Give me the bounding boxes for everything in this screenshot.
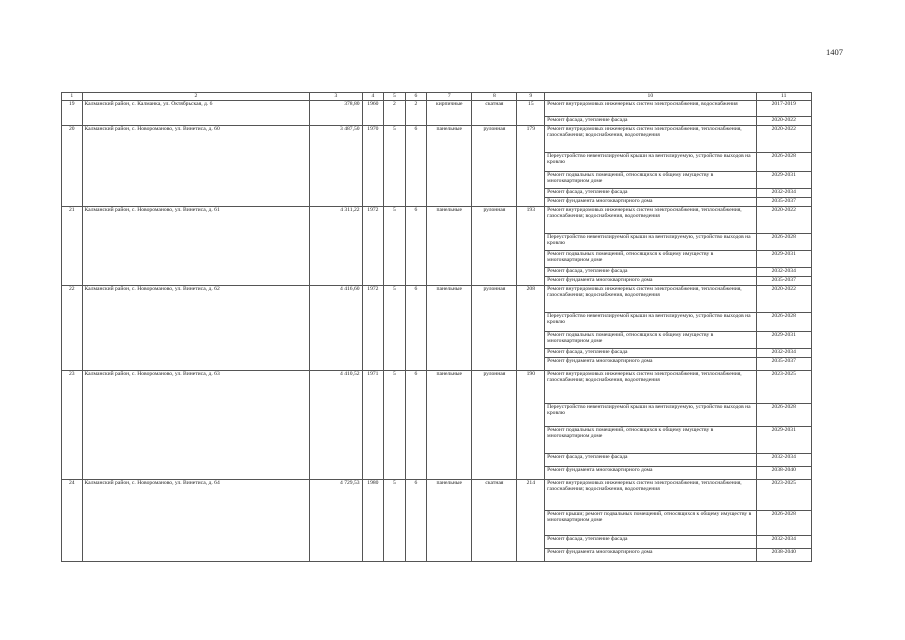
cell-work-period: 2038-2040 bbox=[756, 549, 812, 562]
cell-address: Калманский район, с. Новороманово, ул. Винетиса, д. 62 bbox=[82, 286, 310, 371]
page-number: 1407 bbox=[826, 47, 843, 57]
cell-work-period: 2026-2028 bbox=[756, 313, 812, 332]
cell-floors: 2 bbox=[384, 101, 406, 126]
cell-work-period: 2026-2028 bbox=[756, 404, 812, 427]
cell-num: 24 bbox=[62, 480, 83, 562]
cell-apartments: 179 bbox=[517, 126, 545, 207]
header-cell: 5 bbox=[384, 93, 406, 101]
cell-work-name: Ремонт внутридомовых инженерных систем электроснабжения, теплоснабжения, газоснабжения; водоснабжения, водоотведения bbox=[545, 371, 756, 404]
cell-address: Калманский район, с. Новороманово, ул. Винетиса, д. 63 bbox=[82, 371, 310, 480]
cell-work-name: Ремонт фасада, утепление фасада bbox=[545, 536, 756, 549]
cell-num: 23 bbox=[62, 371, 83, 480]
cell-work-period: 2020-2022 bbox=[756, 117, 812, 126]
cell-work-period: 2026-2028 bbox=[756, 234, 812, 251]
cell-entrances: 6 bbox=[405, 480, 427, 562]
cell-work-name: Ремонт подвальных помещений, относящихся к общему имуществу в многоквартирном доме bbox=[545, 332, 756, 349]
cell-work-name: Ремонт фундамента многоквартирного дома bbox=[545, 467, 756, 480]
cell-work-name: Ремонт крыши; ремонт подвальных помещений, относящихся к общему имуществу в многоквартирном доме bbox=[545, 511, 756, 536]
cell-work-name: Ремонт подвальных помещений, относящихся к общему имуществу в многоквартирном доме bbox=[545, 427, 756, 454]
cell-work-period: 2038-2040 bbox=[756, 467, 812, 480]
cell-work-name: Ремонт фасада, утепление фасада bbox=[545, 268, 756, 277]
record-row bbox=[62, 126, 812, 153]
cell-walls: панельные bbox=[427, 286, 472, 371]
cell-year: 1980 bbox=[362, 480, 384, 562]
cell-walls: панельные bbox=[427, 126, 472, 207]
cell-work-period: 2035-2037 bbox=[756, 358, 812, 371]
cell-year: 1970 bbox=[362, 126, 384, 207]
cell-apartments: 190 bbox=[517, 371, 545, 480]
cell-work-period: 2032-2034 bbox=[756, 536, 812, 549]
cell-work-name: Ремонт подвальных помещений, относящихся к общему имуществу в многоквартирном доме bbox=[545, 251, 756, 268]
cell-roof: рулонная bbox=[472, 371, 517, 480]
cell-entrances: 6 bbox=[405, 207, 427, 286]
cell-floors: 5 bbox=[384, 286, 406, 371]
cell-work-period: 2029-2031 bbox=[756, 172, 812, 189]
cell-work-name: Переустройство невентилируемой крыши на вентилируемую, устройство выходов на кровлю bbox=[545, 234, 756, 251]
cell-work-name: Переустройство невентилируемой крыши на вентилируемую, устройство выходов на кровлю bbox=[545, 404, 756, 427]
cell-floors: 5 bbox=[384, 207, 406, 286]
cell-work-period: 2035-2037 bbox=[756, 198, 812, 207]
cell-walls: панельные bbox=[427, 480, 472, 562]
header-cell: 3 bbox=[310, 93, 362, 101]
header-cell: 1 bbox=[62, 93, 83, 101]
cell-work-name: Переустройство невентилируемой крыши на вентилируемую, устройство выходов на кровлю bbox=[545, 153, 756, 172]
cell-address: Калманский район, с. Новороманово, ул. Винетиса, д. 60 bbox=[82, 126, 310, 207]
cell-work-period: 2017-2019 bbox=[756, 101, 812, 117]
cell-entrances: 2 bbox=[405, 101, 427, 126]
header-cell: 8 bbox=[472, 93, 517, 101]
cell-work-name: Ремонт внутридомовых инженерных систем электроснабжения, теплоснабжения, газоснабжения; водоснабжения, водоотведения bbox=[545, 480, 756, 511]
cell-address: Калманский район, с. Калманка, ул. Октябрьская, д. 6 bbox=[82, 101, 310, 126]
cell-work-name: Ремонт внутридомовых инженерных систем электроснабжения, теплоснабжения, газоснабжения; водоснабжения, водоотведения bbox=[545, 286, 756, 313]
cell-work-period: 2020-2022 bbox=[756, 286, 812, 313]
cell-apartments: 208 bbox=[517, 286, 545, 371]
cell-work-period: 2029-2031 bbox=[756, 332, 812, 349]
cell-work-name: Ремонт фундамента многоквартирного дома bbox=[545, 358, 756, 371]
cell-work-period: 2023-2025 bbox=[756, 371, 812, 404]
cell-work-period: 2023-2025 bbox=[756, 480, 812, 511]
cell-entrances: 6 bbox=[405, 126, 427, 207]
cell-work-name: Ремонт внутридомовых инженерных систем электроснабжения, теплоснабжения, газоснабжения; водоснабжения, водоотведения bbox=[545, 207, 756, 234]
cell-work-name: Ремонт фундамента многоквартирного дома bbox=[545, 198, 756, 207]
cell-work-period: 2032-2034 bbox=[756, 189, 812, 198]
cell-work-name: Ремонт фундамента многоквартирного дома bbox=[545, 277, 756, 286]
cell-year: 1960 bbox=[362, 101, 384, 126]
cell-area: 4 416,60 bbox=[310, 286, 362, 371]
header-cell: 4 bbox=[362, 93, 384, 101]
capital-repair-table bbox=[61, 92, 812, 562]
record-row bbox=[62, 371, 812, 404]
cell-area: 4 729,53 bbox=[310, 480, 362, 562]
cell-work-period: 2020-2022 bbox=[756, 126, 812, 153]
cell-entrances: 6 bbox=[405, 371, 427, 480]
cell-work-name: Ремонт фасада, утепление фасада bbox=[545, 117, 756, 126]
header-cell: 11 bbox=[756, 93, 812, 101]
cell-work-period: 2026-2028 bbox=[756, 153, 812, 172]
cell-num: 19 bbox=[62, 101, 83, 126]
cell-work-period: 2029-2031 bbox=[756, 251, 812, 268]
record-row bbox=[62, 101, 812, 117]
header-cell: 9 bbox=[517, 93, 545, 101]
cell-roof: скатная bbox=[472, 101, 517, 126]
cell-roof: рулонная bbox=[472, 207, 517, 286]
header-row bbox=[62, 93, 812, 101]
cell-area: 4 410,52 bbox=[310, 371, 362, 480]
cell-floors: 5 bbox=[384, 480, 406, 562]
cell-num: 22 bbox=[62, 286, 83, 371]
record-row bbox=[62, 286, 812, 313]
cell-entrances: 6 bbox=[405, 286, 427, 371]
cell-work-name: Ремонт фундамента многоквартирного дома bbox=[545, 549, 756, 562]
table-body bbox=[62, 93, 812, 562]
cell-apartments: 193 bbox=[517, 207, 545, 286]
cell-year: 1972 bbox=[362, 207, 384, 286]
cell-work-name: Ремонт фасада, утепление фасада bbox=[545, 189, 756, 198]
record-row bbox=[62, 207, 812, 234]
cell-floors: 5 bbox=[384, 371, 406, 480]
cell-work-period: 2020-2022 bbox=[756, 207, 812, 234]
cell-address: Калманский район, с. Новороманово, ул. Винетиса, д. 64 bbox=[82, 480, 310, 562]
cell-work-name: Ремонт фасада, утепление фасада bbox=[545, 349, 756, 358]
cell-roof: рулонная bbox=[472, 126, 517, 207]
cell-walls: панельные bbox=[427, 371, 472, 480]
cell-num: 21 bbox=[62, 207, 83, 286]
cell-work-name: Ремонт внутридомовых инженерных систем электроснабжения, теплоснабжения, газоснабжения; водоснабжения, водоотведения bbox=[545, 126, 756, 153]
cell-work-name: Ремонт фасада, утепление фасада bbox=[545, 454, 756, 467]
cell-apartments: 15 bbox=[517, 101, 545, 126]
cell-work-name: Ремонт внутридомовых инженерных систем электроснабжения, водоснабжения bbox=[545, 101, 756, 117]
cell-work-name: Ремонт подвальных помещений, относящихся к общему имуществу в многоквартирном доме bbox=[545, 172, 756, 189]
cell-address: Калманский район, с. Новороманово, ул. Винетиса, д. 61 bbox=[82, 207, 310, 286]
cell-roof: скатная bbox=[472, 480, 517, 562]
cell-work-period: 2032-2034 bbox=[756, 349, 812, 358]
cell-year: 1971 bbox=[362, 371, 384, 480]
cell-work-period: 2032-2034 bbox=[756, 454, 812, 467]
cell-work-period: 2035-2037 bbox=[756, 277, 812, 286]
cell-walls: панельные bbox=[427, 207, 472, 286]
header-cell: 10 bbox=[545, 93, 756, 101]
cell-year: 1972 bbox=[362, 286, 384, 371]
record-row bbox=[62, 480, 812, 511]
cell-work-name: Переустройство невентилируемой крыши на вентилируемую, устройство выходов на кровлю bbox=[545, 313, 756, 332]
cell-area: 378,80 bbox=[310, 101, 362, 126]
cell-area: 3 487,50 bbox=[310, 126, 362, 207]
cell-work-period: 2032-2034 bbox=[756, 268, 812, 277]
cell-roof: рулонная bbox=[472, 286, 517, 371]
header-cell: 7 bbox=[427, 93, 472, 101]
cell-area: 4 311,22 bbox=[310, 207, 362, 286]
cell-walls: кирпичные bbox=[427, 101, 472, 126]
header-cell: 6 bbox=[405, 93, 427, 101]
cell-floors: 5 bbox=[384, 126, 406, 207]
header-cell: 2 bbox=[82, 93, 310, 101]
cell-work-period: 2026-2028 bbox=[756, 511, 812, 536]
cell-work-period: 2029-2031 bbox=[756, 427, 812, 454]
cell-apartments: 214 bbox=[517, 480, 545, 562]
cell-num: 20 bbox=[62, 126, 83, 207]
